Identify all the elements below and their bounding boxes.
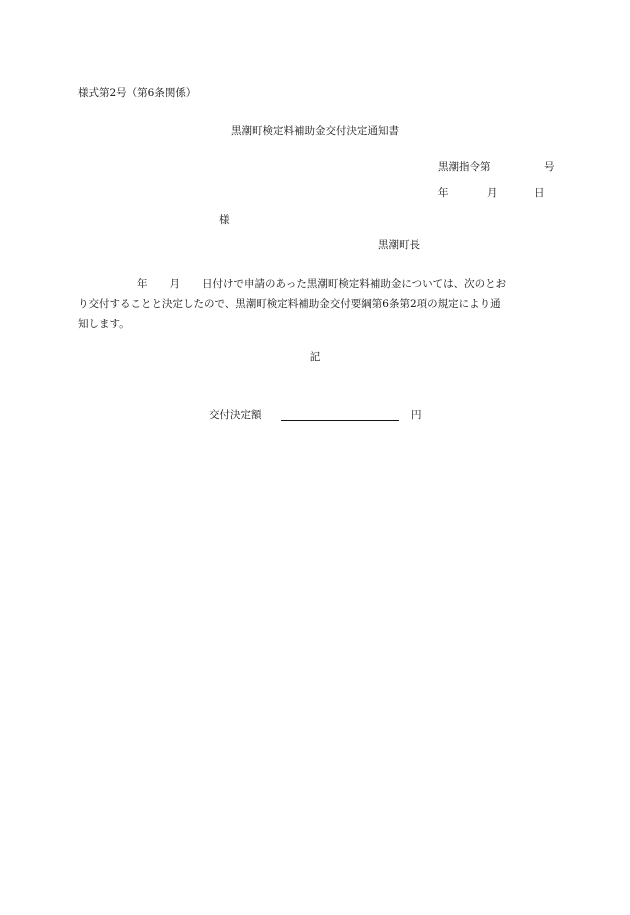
body-year-mark: 年 <box>137 278 148 290</box>
notice-body-line-3: 知します。 <box>78 318 130 330</box>
addressee-suffix: 様 <box>219 214 230 226</box>
amount-blank-line <box>281 420 399 421</box>
issue-date-month-mark: 月 <box>487 187 498 199</box>
body-month-mark: 月 <box>169 278 180 290</box>
issue-date-year-mark: 年 <box>438 187 449 199</box>
notice-body-line-2: り交付することと決定したので、黒潮町検定料補助金交付要綱第6条第2項の規定により通 <box>78 298 501 310</box>
amount-label: 交付決定額 <box>209 409 262 421</box>
body-line-1-text: 日付けで申請のあった黒潮町検定料補助金については、次のとお <box>202 278 507 290</box>
notice-body <box>78 274 558 334</box>
document-number-prefix: 黒潮指令第 <box>438 161 491 173</box>
issue-date-day-mark: 日 <box>534 187 545 199</box>
amount-unit: 円 <box>411 409 422 421</box>
notice-body-line-1 <box>78 274 558 294</box>
issuer-name: 黒潮町長 <box>378 239 420 251</box>
document-title: 黒潮町検定料補助金交付決定通知書 <box>231 125 399 137</box>
document-number-suffix: 号 <box>544 161 555 173</box>
form-label: 様式第2号（第6条関係） <box>78 87 197 99</box>
ki-heading: 記 <box>309 351 321 363</box>
